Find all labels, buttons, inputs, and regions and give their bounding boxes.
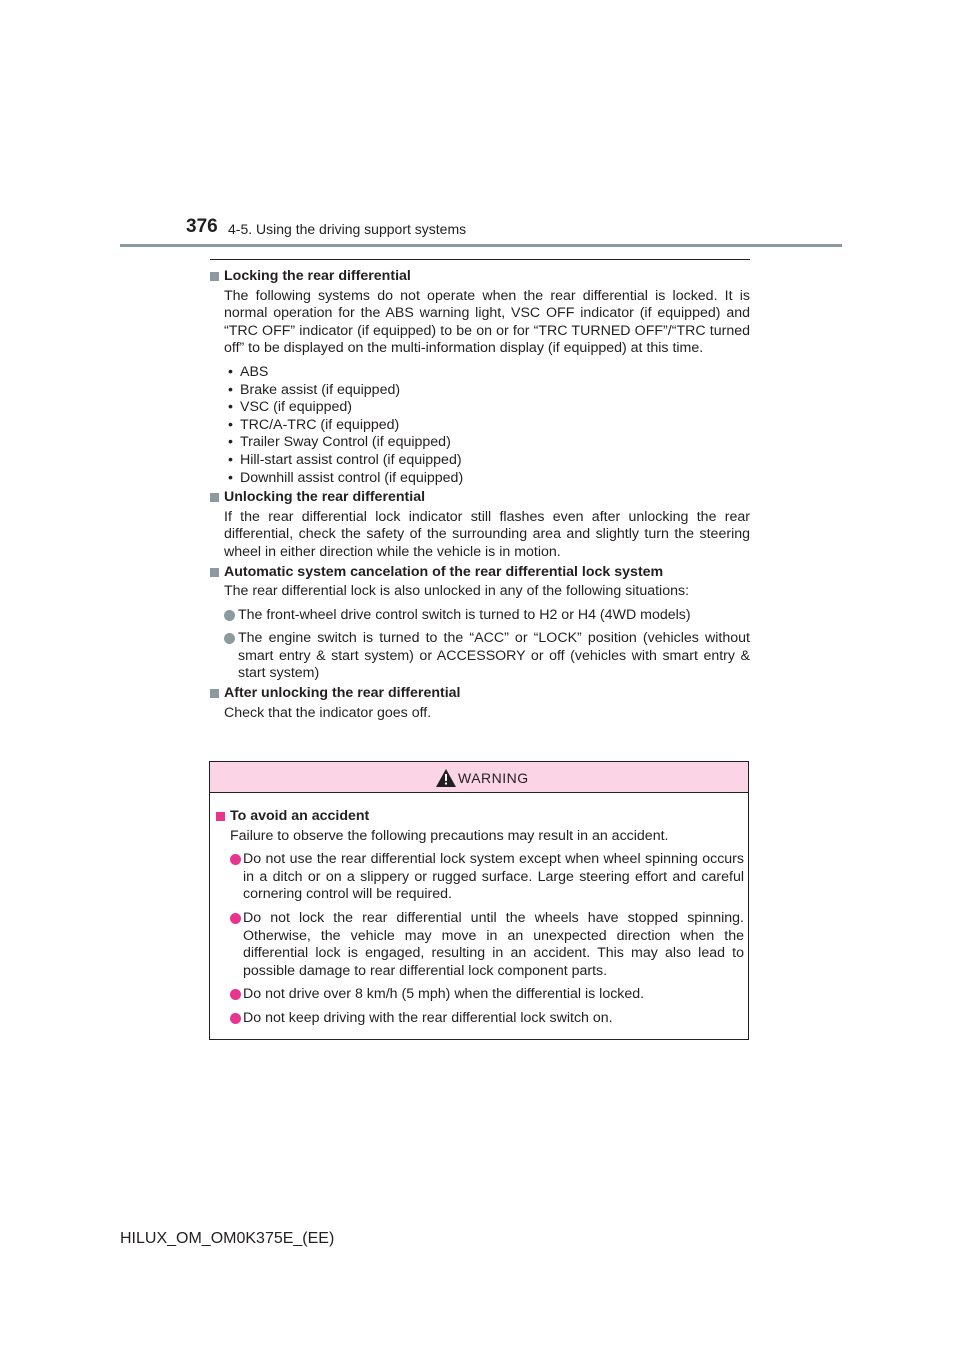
list-item: • ABS bbox=[228, 363, 269, 380]
after-text: Check that the indicator goes off. bbox=[224, 704, 432, 721]
warning-triangle-icon bbox=[436, 769, 456, 787]
heading-text: Locking the rear differential bbox=[224, 268, 411, 284]
list-item: • Hill-start assist control (if equipped) bbox=[228, 451, 462, 468]
warning-box bbox=[209, 761, 749, 1040]
list-item: • Brake assist (if equipped) bbox=[228, 381, 401, 398]
warning-label: WARNING bbox=[458, 770, 529, 786]
header-rule bbox=[120, 244, 842, 247]
disabled-systems-list bbox=[210, 364, 750, 487]
circle-bullet-icon bbox=[230, 913, 241, 924]
list-item: • VSC (if equipped) bbox=[228, 399, 352, 416]
heading-text: To avoid an accident bbox=[230, 808, 370, 824]
list-item: • TRC/A-TRC (if equipped) bbox=[228, 416, 400, 433]
circle-bullet-icon bbox=[230, 989, 241, 1000]
unlocking-text: If the rear differential lock indicator still flashes even after unlocking the rear differential, check the safety of the surrounding area and slightly turn the steering wheel in either direction while the vehicle is in motion. bbox=[224, 508, 750, 560]
square-bullet-icon bbox=[210, 689, 219, 698]
heading-automatic bbox=[210, 564, 750, 582]
square-bullet-icon bbox=[210, 493, 219, 502]
circle-bullet-icon bbox=[230, 1013, 241, 1024]
footer-code: HILUX_OM_OM0K375E_(EE) bbox=[120, 1230, 335, 1247]
automatic-text: The rear differential lock is also unlocked in any of the following situations: bbox=[224, 583, 690, 600]
heading-unlocking bbox=[210, 489, 750, 507]
square-bullet-icon bbox=[210, 272, 219, 281]
square-bullet-icon bbox=[216, 812, 225, 821]
main-content bbox=[210, 266, 750, 722]
circle-bullet-icon bbox=[230, 854, 241, 865]
warning-header bbox=[210, 762, 748, 793]
list-item: Do not lock the rear differential until the wheels have stopped spinning. Otherwise, the vehicle may move in an unexpected direction when the differential lock is engaged, resulting in an accident. This may also lead to possible damage to rear differential lock component parts. bbox=[216, 910, 744, 980]
heading-text: Unlocking the rear differential bbox=[224, 489, 426, 506]
square-bullet-icon bbox=[210, 568, 219, 577]
list-item: Do not drive over 8 km/h (5 mph) when the differential is locked. bbox=[216, 986, 744, 1004]
heading-warning bbox=[216, 808, 744, 826]
locking-text: The following systems do not operate when the rear differential is locked. It is normal operation for the ABS warning light, VSC OFF indicator (if equipped) and “TRC OFF” indicator (if equipped) to be on or for “TRC TURNED OFF”/“TRC turned off” to be displayed on the multi-information display (if equipped) at this time. bbox=[224, 287, 750, 357]
list-item: Do not keep driving with the rear differential lock switch on. bbox=[216, 1010, 744, 1028]
heading-text: Automatic system cancelation of the rear differential lock system bbox=[224, 563, 664, 580]
section-title: 4-5. Using the driving support systems bbox=[228, 221, 467, 237]
list-item: • Trailer Sway Control (if equipped) bbox=[228, 434, 451, 451]
list-item: • Downhill assist control (if equipped) bbox=[228, 469, 464, 486]
circle-bullet-icon bbox=[224, 610, 235, 621]
heading-text: After unlocking the rear differential bbox=[224, 685, 461, 702]
page-number: 376 bbox=[186, 216, 218, 237]
warning-body bbox=[216, 806, 744, 1028]
circle-bullet-icon bbox=[224, 633, 235, 644]
heading-locking bbox=[210, 268, 750, 286]
list-item: The front-wheel drive control switch is turned to H2 or H4 (4WD models) bbox=[210, 607, 750, 625]
heading-after bbox=[210, 685, 750, 703]
list-item: The engine switch is turned to the “ACC” or “LOCK” position (vehicles without smart entry & start system) or ACCESSORY or off (vehicles with smart entry & start system) bbox=[210, 630, 750, 683]
content-rule bbox=[210, 259, 750, 260]
list-item: Do not use the rear differential lock system except when wheel spinning occurs in a ditch or on a slippery or rugged surface. Large steering effort and careful cornering control will be required. bbox=[216, 851, 744, 904]
warning-text: Failure to observe the following precautions may result in an accident. bbox=[230, 827, 669, 844]
